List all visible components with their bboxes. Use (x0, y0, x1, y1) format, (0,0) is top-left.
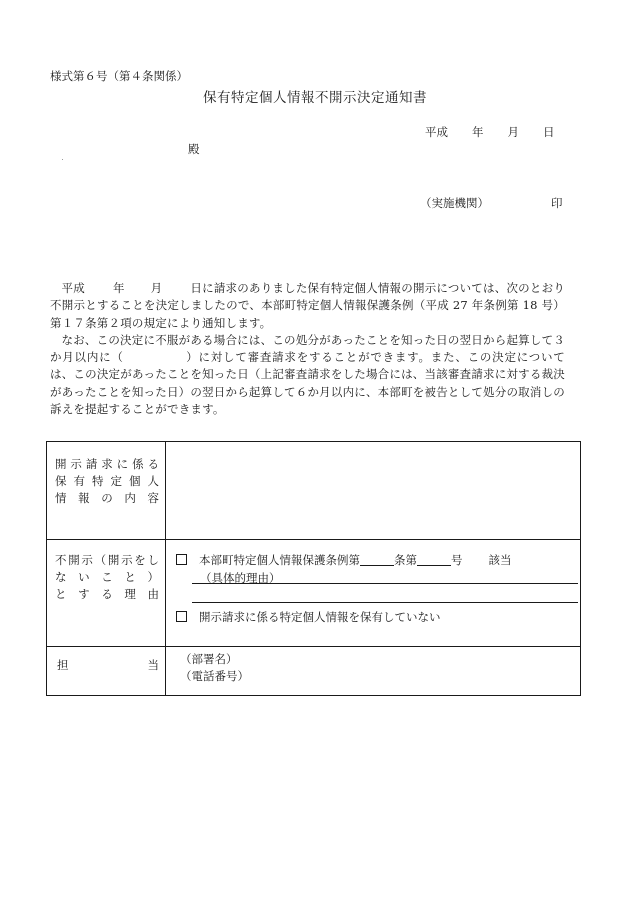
checkbox-icon[interactable] (176, 611, 187, 622)
form-number: 様式第６号（第４条関係） (50, 69, 188, 83)
table-row (47, 647, 581, 696)
phone-label: （電話番号） (180, 669, 249, 683)
specific-reason-label: （具体的理由） (200, 571, 281, 585)
contact-content (166, 647, 581, 696)
table-row (47, 442, 581, 540)
row-label-requested-info: 開示請求に係る 保有特定個人 情報の内容 (47, 442, 166, 540)
requested-info-content[interactable] (166, 442, 581, 540)
notice-body (50, 280, 565, 418)
reason-content (166, 540, 581, 647)
date-month: 月 (507, 125, 519, 139)
row-label-contact: 担当 (47, 647, 166, 696)
body-paragraph-2: なお、この決定に不服がある場合には、この処分があったことを知った日の翌日から起算して３か月以内に（ ）に対して審査請求をすることができます。また、この決定については、この決定があったことを知った日（上記審査請求をした場合には、当該審査請求に対する裁決があったことを知った日）の翌日から起算して６か月以内に、本部町を被告として処分の取消しの訴えを提起することができます。 (50, 332, 566, 417)
decision-table (46, 441, 581, 696)
department-label: （部署名） (180, 652, 238, 666)
date-day: 日 (543, 125, 555, 139)
issue-date (425, 124, 555, 140)
seal-mark: 印 (551, 196, 563, 210)
row-label-reason: 不開示（開示をし ないこと） とする理由 (47, 540, 166, 647)
reason-underline-2 (192, 602, 578, 603)
reason-underline-1 (192, 583, 578, 584)
checkbox-icon[interactable] (176, 554, 187, 565)
table-row (47, 540, 581, 647)
addressee-suffix: 殿 (188, 142, 200, 156)
date-year: 年 (472, 125, 484, 139)
option-not-held[interactable]: 開示請求に係る特定個人情報を保有していない (176, 609, 441, 625)
speck (62, 159, 63, 160)
option-ordinance-article[interactable]: 本部町特定個人情報保護条例第 条第 号 該当 (176, 552, 512, 568)
document-title: 保有特定個人情報不開示決定通知書 (203, 90, 427, 106)
body-paragraph-1: 平成 年 月 日に請求のありました保有特定個人情報の開示については、次のとおり不開示とすることを決定しましたので、本部町特定個人情報保護条例（平成 27 年条例第 18 号）第１７条第２項の規定により通知します。 (50, 281, 566, 330)
issuer-org-label: （実施機関） (420, 196, 489, 210)
date-era: 平成 (425, 125, 448, 139)
